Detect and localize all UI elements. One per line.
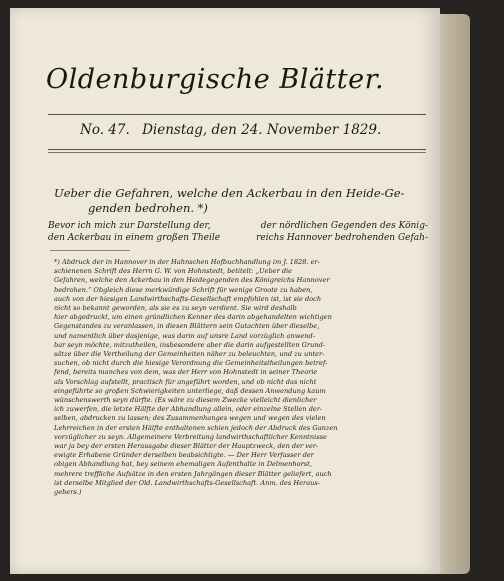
footnote-line: selben, abdrucken zu lassen; des Zusammenhanges wegen und wegen des vielen (54, 414, 326, 423)
intro-col-right: reichs Hannover bedrohenden Gefah- (256, 233, 428, 243)
footnote-line: als Vorschlag aufstellt, practisch für angeführt worden, und ob nicht das nicht (54, 377, 317, 386)
footnote-line: mehrere treffliche Aufsätze in den ersten Jahrgängen dieser Blätter geliefert, auch (54, 469, 332, 478)
issue-date: Dienstag, den 24. November 1829. (142, 122, 382, 138)
intro-col-left: den Ackerbau in einem großen Theile (48, 233, 221, 243)
footnote-line: nicht so bekannt geworden, als sie es zu seyn verdient. Sie wird deshalb (54, 304, 297, 313)
issue-line (80, 122, 381, 138)
document-page (10, 8, 440, 574)
footnote-line: eingeführte so großen Schwierigkeiten unterliege, daß dessen Anwendung kaum (54, 386, 326, 395)
footnote-line: sätze über die Vertheilung der Gemeinheiten näher zu beleuchten, und zu unter- (54, 350, 325, 359)
intro-text (48, 220, 428, 244)
footnote-line: wünschenswerth seyn dürfte. (Es wäre zu diesem Zwecke vielleicht dienlicher (54, 396, 317, 405)
page-edge-stack (436, 14, 470, 574)
footnote-line: vorzüglicher zu seyn. Allgemeinere Verbreitung landwirthschaftlicher Kenntnisse (54, 432, 327, 441)
intro-row (48, 220, 428, 232)
footnote-line: Lehrreichen in der ersten Hälfte enthaltenen schien jedoch der Abdruck des Ganzen (54, 423, 338, 432)
footnote-block (54, 258, 426, 497)
rule-double-a (48, 149, 426, 150)
footnote-line: schienenen Schrift des Herrn G. W. von Hohnstedt, betitelt: „Ueber die (54, 267, 293, 276)
intro-col-left: Bevor ich mich zur Darstellung der, (48, 221, 211, 231)
rule-top (48, 114, 426, 115)
footnote-line: ist derselbe Mitglied der Old. Landwirthschafts-Gesellschaft. Anm. des Heraus- (54, 478, 320, 487)
footnote-line: suchen, ob nicht durch die hiesige Verordnung die Gemeinheitstheilungen betref- (54, 359, 328, 368)
footnote-line: hier abgedruckt, um einen gründlichen Kenner des darin abgehandelten wichtigen (54, 313, 332, 322)
issue-number: No. 47. (80, 122, 130, 138)
article-headline (54, 186, 424, 216)
intro-col-right: der nördlichen Gegenden des König- (260, 221, 428, 231)
footnote-line: obigen Abhandlung hat, bey seinem ehemaligen Aufenthalte in Delmenhorst, (54, 460, 312, 469)
headline-line-2: genden bedrohen. *) (88, 201, 208, 215)
footnote-line: auch von der hiesigen Landwirthschafts-Gesellschaft empfohlen ist, ist sie doch (54, 294, 322, 303)
footnote-line: ewigte Erhabene Gründer derselben beabsichtigte. — Der Herr Verfasser der (54, 451, 314, 460)
footnote-line: Gefahren, welche den Ackerbau in den Heidegegenden des Königreichs Hannover (54, 276, 330, 285)
masthead-title: Oldenburgische Blätter. (46, 64, 385, 95)
footnote-line: Gegenstandes zu veranlassen, in diesen Blättern sein Gutachten über dieselbe, (54, 322, 320, 331)
footnote-separator (50, 250, 130, 251)
footnote-line: bedrohen.“ Obgleich diese merkwürdige Schrift für wenige Groote zu haben, (54, 285, 313, 294)
rule-double-b (48, 152, 426, 153)
footnote-line: ich zuwerfen, die letzte Hälfte der Abhandlung allein, oder einzelne Stellen der- (54, 405, 323, 414)
headline-line-1: Ueber die Gefahren, welche den Ackerbau in den Heide-Ge- (54, 186, 405, 200)
footnote-line: fend, bereits manches von dem, was der Herr von Hohnstedt in seiner Theorie (54, 368, 318, 377)
footnote-line: *) Abdruck der in Hannover in der Hahnschen Hofbuchhandlung im J. 1828. er- (54, 258, 320, 266)
footnote-line: und namentlich über dasjenige, was darin auf unsre Land vorzüglich anwend- (54, 331, 315, 340)
intro-row (48, 232, 428, 244)
footnote-line: war ja bey der ersten Herausgabe dieser Blätter der Hauptzweck, den der ver- (54, 442, 319, 451)
footnote-line: gebers.) (54, 488, 82, 497)
footnote-line: bar seyn möchte, mitzutheilen, insbesondere aber die darin aufgestellten Grund- (54, 340, 326, 349)
